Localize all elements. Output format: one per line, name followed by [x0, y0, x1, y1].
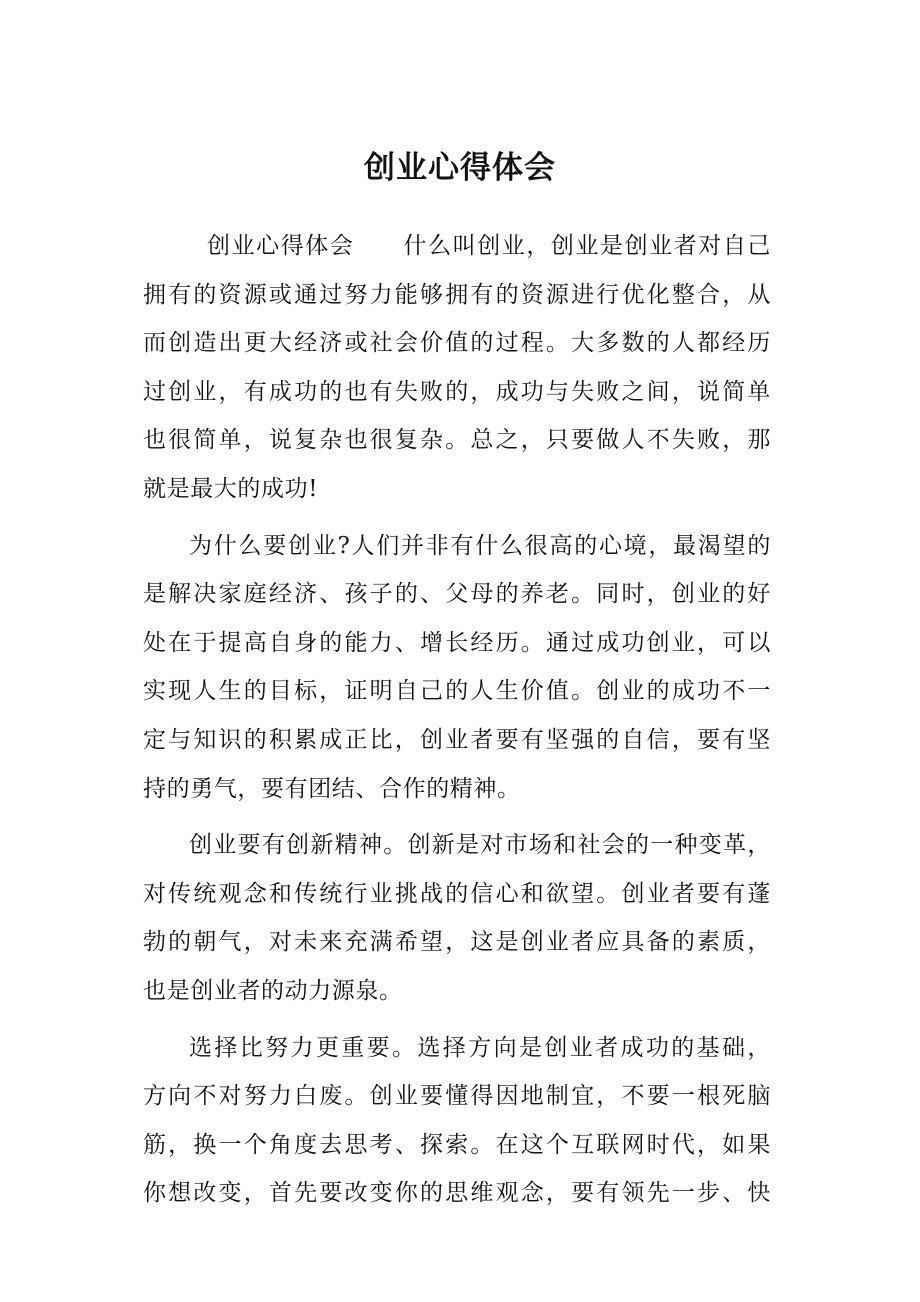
paragraph-2 [143, 522, 771, 814]
document-title: 创业心得体会 [364, 150, 556, 186]
paragraph-spacer [143, 813, 771, 821]
paragraph-line: 创业心得体会 什么叫创业，创业是创业者对自己 [207, 233, 771, 259]
paragraph-line: 创业要有创新精神。创新是对市场和社会的一种变革， [189, 832, 771, 859]
paragraph-line: 处在于提高自身的能力、增长经历。通过成功创业，可以 [143, 629, 771, 656]
paragraph-line: 拥有的资源或通过努力能够拥有的资源进行优化整合，从 [143, 281, 771, 308]
paragraph-line: 选择比努力更重要。选择方向是创业者成功的基础， [189, 1034, 771, 1061]
paragraph-line: 筋，换一个角度去思考、探索。在这个互联网时代，如果 [143, 1131, 771, 1158]
paragraph-line: 勃的朝气，对未来充满希望，这是创业者应具备的素质， [143, 929, 771, 956]
paragraph-line: 就是最大的成功! [143, 475, 319, 502]
paragraph-line: 为什么要创业?人们并非有什么很高的心境，最渴望的 [189, 532, 771, 559]
paragraph-line: 方向不对努力白废。创业要懂得因地制宜，不要一根死脑 [143, 1083, 771, 1110]
paragraph-line: 过创业，有成功的也有失败的，成功与失败之间，说简单 [143, 378, 771, 405]
paragraph-3 [143, 821, 771, 1015]
paragraph-line: 你想改变，首先要改变你的思维观念，要有领先一步、快 [143, 1180, 771, 1207]
paragraph-line: 而创造出更大经济或社会价值的过程。大多数的人都经历 [143, 330, 771, 357]
paragraph-line: 是解决家庭经济、孩子的、父母的养老。同时，创业的好 [143, 581, 771, 608]
paragraph-line: 持的勇气，要有团结、合作的精神。 [143, 775, 521, 802]
paragraph-line: 定与知识的积累成正比，创业者要有坚强的自信，要有坚 [143, 726, 771, 753]
paragraph-line: 实现人生的目标，证明自己的人生价值。创业的成功不一 [143, 678, 771, 705]
paragraph-line: 也很简单，说复杂也很复杂。总之，只要做人不失败，那 [143, 427, 771, 454]
paragraph-spacer [143, 1016, 771, 1024]
document-body [143, 222, 771, 1218]
paragraph-line: 也是创业者的动力源泉。 [143, 977, 403, 1004]
paragraph-spacer [143, 514, 771, 522]
paragraph-line: 对传统观念和传统行业挑战的信心和欲望。创业者要有蓬 [143, 880, 771, 907]
paragraph-4 [143, 1024, 771, 1218]
paragraph-1 [143, 222, 771, 514]
